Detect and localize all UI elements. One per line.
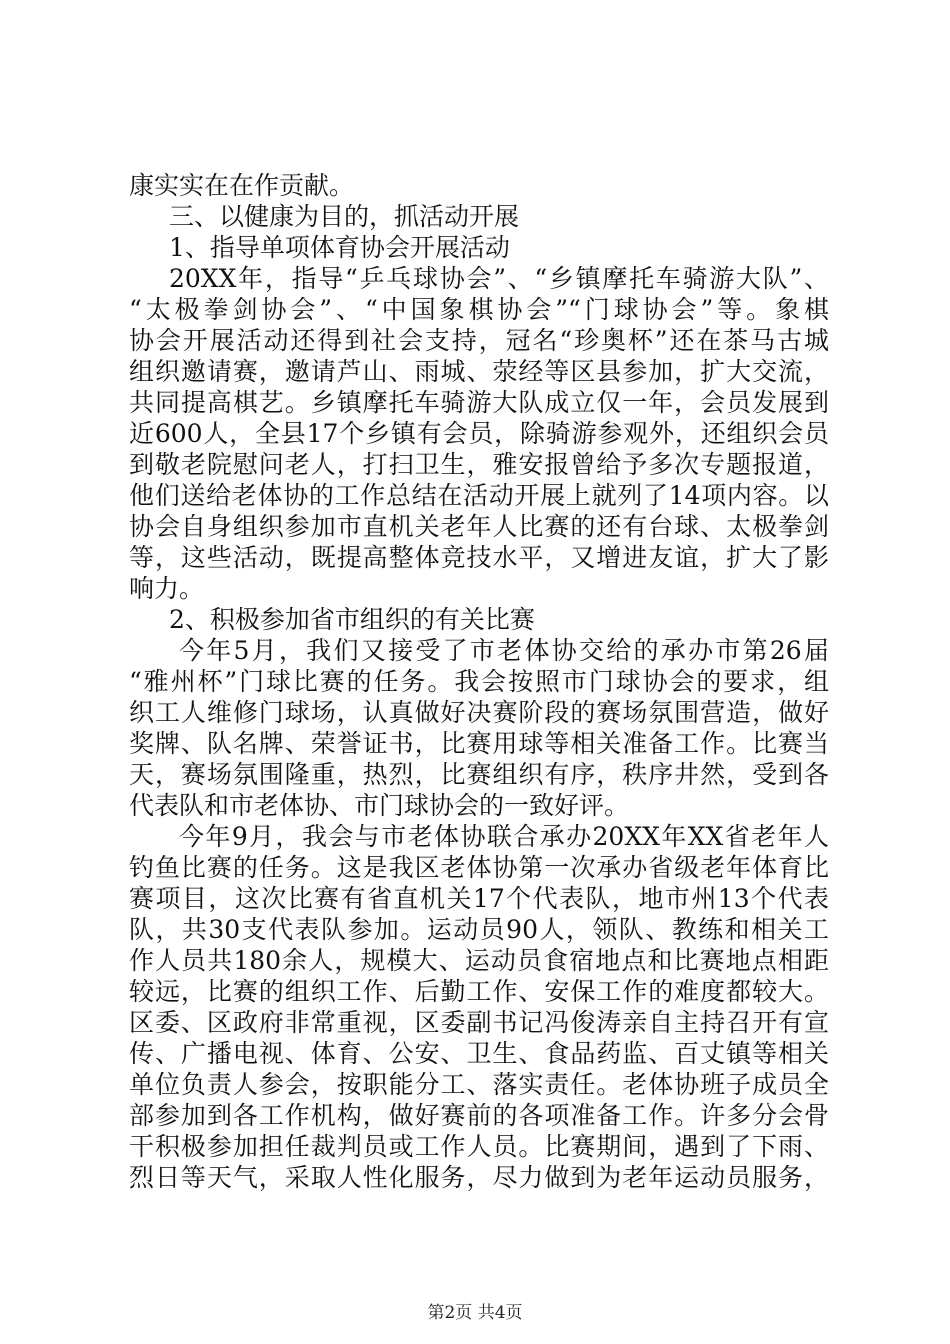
text-line: “太极拳剑协会”、“中国象棋协会”“门球协会”等。象棋	[129, 295, 829, 324]
text-line: 天，赛场氛围隆重，热烈，比赛组织有序，秩序井然，受到各	[129, 760, 829, 789]
section-heading: 三、以健康为目的，抓活动开展	[169, 202, 520, 231]
text-line: 单位负责人参会，按职能分工、落实责任。老体协班子成员全	[129, 1070, 829, 1099]
text-line: 区委、区政府非常重视，区委副书记冯俊涛亲自主持召开有宣	[129, 1008, 829, 1037]
text-line: 康实实在在作贡献。	[129, 171, 355, 200]
text-line: 钓鱼比赛的任务。这是我区老体协第一次承办省级老年体育比	[129, 853, 829, 882]
text-line: 共同提高棋艺。乡镇摩托车骑游大队成立仅一年，会员发展到	[129, 388, 829, 417]
text-line: 传、广播电视、体育、公安、卫生、食品药监、百丈镇等相关	[129, 1039, 829, 1068]
text-line: 织工人维修门球场，认真做好决赛阶段的赛场氛围营造，做好	[129, 698, 829, 727]
text-line: 干积极参加担任裁判员或工作人员。比赛期间，遇到了下雨、	[129, 1132, 829, 1161]
subsection-heading: 1、指导单项体育协会开展活动	[169, 233, 510, 262]
subsection-heading: 2、积极参加省市组织的有关比赛	[169, 605, 535, 634]
text-line: 等，这些活动，既提高整体竞技水平，又增进友谊，扩大了影	[129, 543, 829, 572]
text-line: 较远，比赛的组织工作、后勤工作、安保工作的难度都较大。	[129, 977, 829, 1006]
text-line: 今年5月，我们又接受了市老体协交给的承办市第26届	[179, 636, 829, 665]
text-line: 到敬老院慰问老人，打扫卫生，雅安报曾给予多次专题报道，	[129, 450, 829, 479]
text-line: 赛项目，这次比赛有省直机关17个代表队，地市州13个代表	[129, 884, 829, 913]
text-line: 协会开展活动还得到社会支持，冠名“珍奥杯”还在茶马古城	[129, 326, 829, 355]
text-line: 奖牌、队名牌、荣誉证书，比赛用球等相关准备工作。比赛当	[129, 729, 829, 758]
document-body	[129, 170, 829, 1193]
text-line: 烈日等天气，采取人性化服务，尽力做到为老年运动员服务，	[129, 1163, 829, 1192]
text-line: 今年9月，我会与市老体协联合承办20XX年XX省老年人	[179, 822, 829, 851]
text-line: 近600人，全县17个乡镇有会员，除骑游参观外，还组织会员	[129, 419, 829, 448]
page-number-footer: 第2页 共4页	[427, 1303, 523, 1323]
text-line: 组织邀请赛，邀请芦山、雨城、荥经等区县参加，扩大交流，	[129, 357, 829, 386]
text-line: 部参加到各工作机构，做好赛前的各项准备工作。许多分会骨	[129, 1101, 829, 1130]
text-line: 作人员共180余人，规模大、运动员食宿地点和比赛地点相距	[129, 946, 829, 975]
text-line: 代表队和市老体协、市门球协会的一致好评。	[129, 791, 630, 820]
text-line: 队，共30支代表队参加。运动员90人，领队、教练和相关工	[129, 915, 829, 944]
text-line: 20XX年，指导“乒乓球协会”、“乡镇摩托车骑游大队”、	[169, 264, 829, 293]
text-line: 他们送给老体协的工作总结在活动开展上就列了14项内容。以	[129, 481, 829, 510]
text-line: “雅州杯”门球比赛的任务。我会按照市门球协会的要求，组	[129, 667, 829, 696]
text-line: 响力。	[129, 574, 205, 603]
text-line: 协会自身组织参加市直机关老年人比赛的还有台球、太极拳剑	[129, 512, 829, 541]
